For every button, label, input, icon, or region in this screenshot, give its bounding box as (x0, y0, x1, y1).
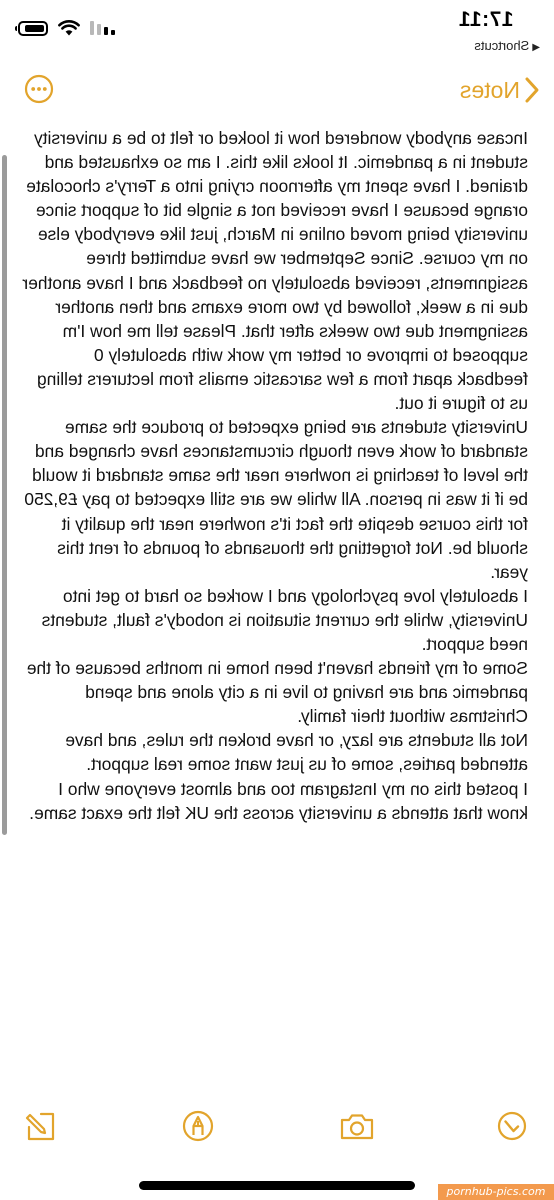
camera-button[interactable] (337, 1106, 377, 1146)
note-paragraph: I absolutely love psychology and I worked so hard to get into University, while the current situation is nobody's fault, students need support. (41, 585, 528, 654)
notes-back-label: Notes (459, 76, 520, 103)
battery-icon (18, 21, 48, 36)
checklist-icon (492, 1106, 532, 1146)
markup-button[interactable] (178, 1106, 218, 1146)
nav-bar (0, 62, 554, 118)
back-triangle-icon: ◀ (532, 42, 540, 53)
note-paragraph: Not all students are lazy, or have broken the rules, and have attended parties, some of us just want some real support. (65, 730, 528, 775)
cellular-signal-icon (90, 21, 115, 35)
chevron-left-icon (524, 76, 540, 104)
note-body[interactable] (20, 126, 528, 825)
status-time: 17:11 (458, 8, 514, 31)
ellipsis-circle-icon (24, 74, 54, 104)
checklist-button[interactable] (492, 1106, 532, 1146)
note-paragraph: I posted this on my Instagram too and almost everyone who I know that attends a university across the UK felt the exact same. (29, 778, 528, 823)
back-to-app-label: Shortcuts (474, 38, 530, 53)
compose-button[interactable] (21, 1106, 61, 1146)
camera-icon (337, 1106, 377, 1146)
note-paragraph: University students are being expected to produce the same standard of work even though circumstances have changed and the level of teaching is nowhere near the same standard it would be if it was in person. All while we are still expected to pay £9,250 for this course despite the fact it's nowhere near the quality it should be. Not forgetting the thousands of pounds of rent this year. (24, 417, 528, 582)
notes-back-button[interactable] (460, 72, 540, 108)
home-indicator[interactable] (139, 1181, 415, 1190)
note-paragraph: Some of my friends haven't been home in months because of the pandemic and are having to live in a city alone and spend Christmas without their family. (26, 658, 528, 727)
wifi-icon (58, 20, 80, 36)
markup-pen-icon (178, 1106, 218, 1146)
status-icons (18, 16, 115, 40)
bottom-toolbar (0, 1100, 554, 1154)
back-to-app-link[interactable] (474, 38, 540, 53)
note-paragraph: Incase anybody wondered how it looked or felt to be a university student in a pandemic. It looks like this. I am so exhausted and drained. I have spent my afternoon crying into a Terry's chocolate orange because I have received not a single bit of support since university being moved online in March, just like everybody else on my course. Since September we have submitted three assignments, received absolutely no feedback and I have another due in a week, followed by two more exams and then another assingment due two weeks after that. Please tell me how I'm supposed to improve or better my work with absolutely 0 feedback apart from a few sarcastic emails from lecturers telling us to figure it out. (22, 128, 528, 414)
more-options-button[interactable] (24, 74, 54, 104)
scroll-indicator[interactable] (2, 155, 7, 835)
watermark: pornhub-pics.com (438, 1184, 554, 1200)
compose-icon (21, 1106, 61, 1146)
status-bar (0, 0, 554, 62)
